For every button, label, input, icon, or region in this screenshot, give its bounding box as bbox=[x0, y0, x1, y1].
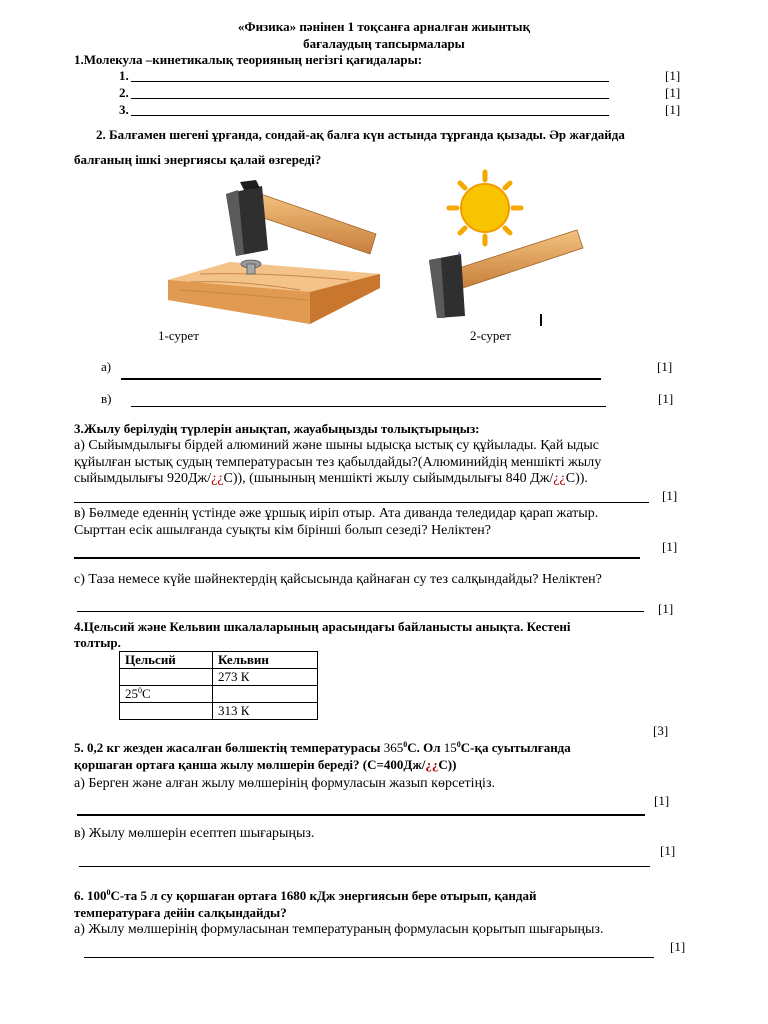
q1-mark-1: [1] bbox=[665, 68, 681, 83]
table-cell-celsius: $25^0С$ bbox=[120, 686, 213, 703]
q5-a-answer-line[interactable] bbox=[77, 814, 645, 816]
table-row bbox=[120, 669, 318, 686]
table-header-celsius: Цельсий bbox=[120, 652, 213, 669]
sun-hammer-figure bbox=[415, 168, 585, 320]
q4-title-line-1: 4.Цельсий және Кельвин шкалаларының арасындағы байланысты анықта. Кестені bbox=[74, 619, 571, 634]
q3-a-mark: [1] bbox=[662, 488, 678, 503]
q2-answer-b-label: в) bbox=[101, 391, 112, 406]
q3-c-answer-line[interactable] bbox=[77, 611, 644, 612]
table-row bbox=[120, 686, 318, 703]
q1-item-1: 1. bbox=[119, 68, 129, 83]
table-header-kelvin: Кельвин bbox=[213, 652, 318, 669]
table-cell-empty[interactable] bbox=[213, 686, 318, 703]
q3-title: 3.Жылу берілудің түрлерін анықтап, жауабыңызды толықтырыңыз: bbox=[74, 421, 480, 436]
q1-item-3: 3. bbox=[119, 102, 129, 117]
q1-item-2: 2. bbox=[119, 85, 129, 100]
q3-c-mark: [1] bbox=[658, 601, 674, 616]
q2-mark-b: [1] bbox=[658, 391, 674, 406]
q5-a-mark: [1] bbox=[654, 793, 670, 808]
q4-mark: [3] bbox=[653, 723, 669, 738]
table-cell-kelvin: 313 К bbox=[213, 703, 318, 720]
table-cell-kelvin: 273 К bbox=[213, 669, 318, 686]
q5-line-1: 5. 0,2 кг жезден жасалған бөлшектің температурасы $365^0С$. Ол $15^0С-қа$ суытылғанда bbox=[74, 740, 571, 755]
table-row bbox=[120, 652, 318, 669]
q2-answer-a-label: а) bbox=[101, 359, 112, 374]
q3-b-answer-line[interactable] bbox=[74, 557, 640, 559]
q4-title-line-2: толтыр. bbox=[74, 635, 121, 650]
q3-a-line-2: құйылған ыстық судың температурасын тез қабылдайды?(Алюминийдің меншікті жылу bbox=[74, 455, 602, 470]
q1-answer-line-1[interactable] bbox=[131, 81, 609, 82]
q2-answer-a-line[interactable] bbox=[121, 378, 601, 380]
sun-icon bbox=[449, 172, 521, 244]
q1-mark-3: [1] bbox=[665, 102, 681, 117]
table-row bbox=[120, 703, 318, 720]
q5-a-line: а) Берген және алған жылу мөлшерінің формуласын жазып көрсетіңіз. bbox=[74, 776, 495, 791]
stray-cursor-mark bbox=[540, 314, 542, 326]
q6-a-line: а) Жылу мөлшерінің формуласынан температураның формуласын қорытып шығарыңыз. bbox=[74, 922, 604, 937]
title-line-1: «Физика» пәнінен 1 тоқсанға арналған жиынтық bbox=[237, 19, 531, 34]
q5-b-line: в) Жылу мөлшерін есептеп шығарыңыз. bbox=[74, 826, 315, 841]
q3-b-line-2: Сырттан есік ашылғанда суықты кім бірінші болып сезеді? Неліктен? bbox=[74, 523, 491, 538]
q2-mark-a: [1] bbox=[657, 359, 673, 374]
q6-a-mark: [1] bbox=[670, 939, 686, 954]
q1-answer-line-3[interactable] bbox=[131, 115, 609, 116]
q5-b-mark: [1] bbox=[660, 843, 676, 858]
q2-text-line-1: 2. Балғамен шегені ұрғанда, сондай-ақ балға күн астында тұрғанда қызады. Әр жағдайда bbox=[96, 127, 625, 142]
figure-1-caption: 1-сурет bbox=[158, 328, 199, 343]
q2-text-line-2: балғаның ішкі энергиясы қалай өзгереді? bbox=[74, 152, 322, 167]
q3-a-answer-line[interactable] bbox=[74, 502, 649, 503]
hammer-nail-figure bbox=[160, 176, 390, 332]
q3-b-mark: [1] bbox=[662, 539, 678, 554]
q1-mark-2: [1] bbox=[665, 85, 681, 100]
q5-line-2: қоршаған ортаға қанша жылу мөлшерін береді? (С=400Дж/¿¿С)) bbox=[74, 757, 457, 772]
q6-line-1: 6. $100^0С-та$ 5 л су қоршаған ортаға 1680 кДж энергиясын бере отырып, қандай bbox=[74, 888, 537, 903]
title-line-2: бағалаудың тапсырмалары bbox=[303, 36, 465, 51]
q1-answer-line-2[interactable] bbox=[131, 98, 609, 99]
q6-a-answer-line[interactable] bbox=[84, 957, 654, 958]
q6-line-2: температураға дейін салқындайды? bbox=[74, 905, 287, 920]
table-cell-empty[interactable] bbox=[120, 669, 213, 686]
figure-2-caption: 2-сурет bbox=[470, 328, 511, 343]
q3-c-line: с) Таза немесе күйе шәйнектердің қайсысында қайнаған су тез салқындайды? Неліктен? bbox=[74, 572, 602, 587]
q3-a-line-1: а) Сыйымдылығы бірдей алюминий және шыны ыдысқа ыстық су құйылады. Қай ыдыс bbox=[74, 438, 599, 453]
q3-a-line-3: сыйымдылығы 920Дж/¿¿С)), (шынының меншікті жылу сыйымдылығы 840 Дж/¿¿С)). bbox=[74, 471, 588, 486]
q2-answer-b-line[interactable] bbox=[131, 406, 606, 407]
table-cell-empty[interactable] bbox=[120, 703, 213, 720]
q1-title: 1.Молекула –кинетикалық теорияның негізгі қағидалары: bbox=[74, 52, 423, 67]
q5-b-answer-line[interactable] bbox=[79, 866, 650, 867]
q3-b-line-1: в) Бөлмеде еденнің үстінде әже ұршық иіріп отыр. Ата диванда теледидар қарап жатыр. bbox=[74, 506, 599, 521]
celsius-kelvin-table bbox=[119, 651, 318, 720]
